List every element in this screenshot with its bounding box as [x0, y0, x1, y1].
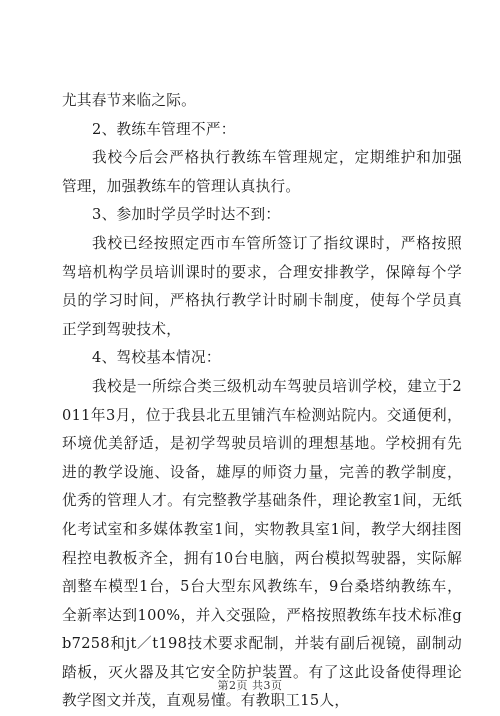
heading-student-hours: 3、参加时学员学时达不到：: [92, 206, 281, 224]
heading-school-overview: 4、驾校基本情况：: [92, 349, 221, 367]
document-body: [62, 87, 462, 716]
paragraph-school-overview: 我校是一所综合类三级机动车驾驶员培训学校，建立于2011年3月，位于我县北五里铺汽车检测站院内。交通便利，环境优美舒适，是初学驾驶员培训的理想基地。学校拥有先进的教学设施、设备，雄厚的师资力量，完善的教学制度，优秀的管理人才。有完整教学基础条件，理论教室1间，无纸化考试室和多媒体教室1间，实物教具室1间，教学大纲挂图程控电教板齐全，拥有10台电脑，两台模拟驾驶器，实际解剖整车模型1台，5台大型东风教练车，9台桑塔纳教练车，全新率达到100%，并入交强险，严格按照教练车技术标准gb7258和jt／t198技术要求配制，并装有副后视镜，副制动踏板，灭火器及其它安全防护装置。有了这此设备使得理论教学图文并茂，直观易懂。有教职工15人，: [62, 377, 462, 710]
paragraph-student-hours: 我校已经按照定西市车管所签订了指纹课时，严格按照驾培机构学员培训课时的要求，合理安排教学，保障每个学员的学习时间，严格执行教学计时刷卡制度，使每个学员真正学到驾驶技术，: [62, 234, 462, 338]
paragraph-continuation: 尤其春节来临之际。: [62, 92, 197, 109]
page-number-footer: 第2页 共3页: [217, 679, 283, 692]
paragraph-coach-car-management: 我校今后会严格执行教练车管理规定，定期维护和加强管理，加强教练车的管理认真执行。: [62, 149, 462, 195]
heading-coach-car-management: 2、教练车管理不严：: [92, 120, 236, 138]
